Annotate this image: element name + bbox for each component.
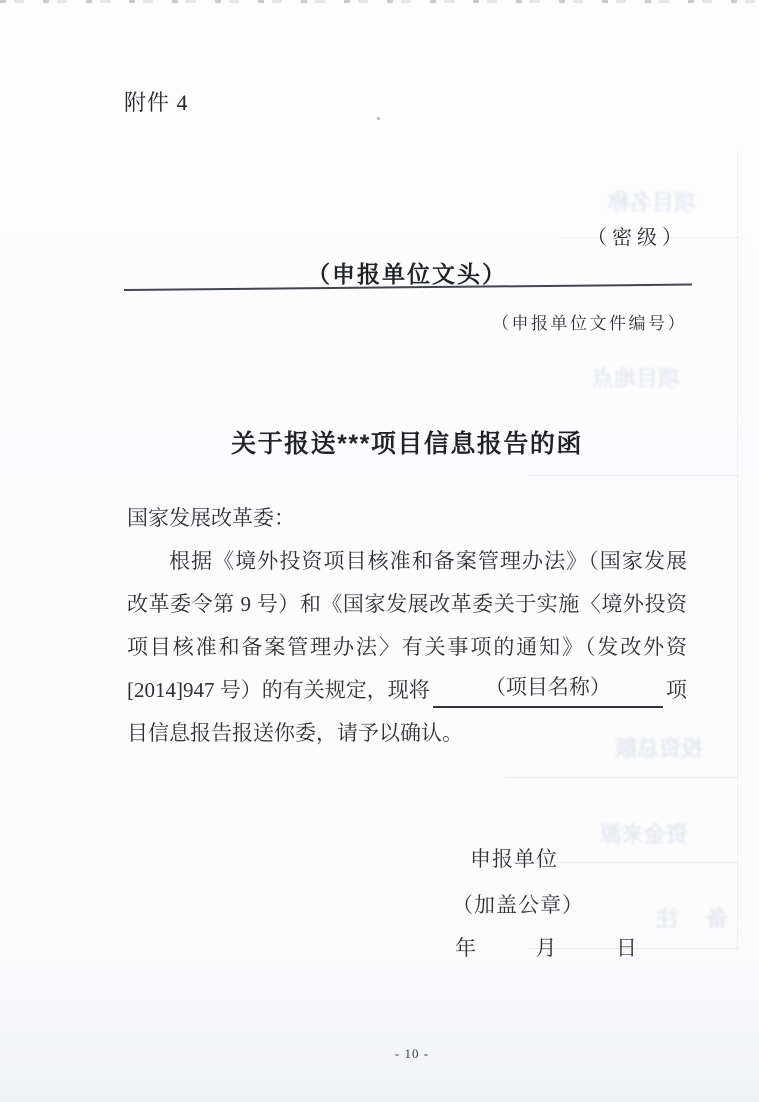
bleed-through-text: 项目名称 — [608, 190, 697, 215]
letterhead-placeholder: （申报单位文头） — [307, 261, 507, 287]
date-month-label: 月 — [535, 936, 557, 960]
signature-date — [455, 932, 637, 962]
page-number: - 10 - — [394, 1046, 430, 1061]
attachment-label: 附件 4 — [124, 90, 189, 115]
body-line-3: 项目核准和备案管理办法〉有关事项的通知》（发改外资 — [127, 635, 687, 659]
signature-unit: 申报单位 — [470, 847, 558, 871]
scan-speck — [377, 117, 380, 120]
bleed-through-text: 备注 — [628, 906, 729, 931]
body-line-4-prefix: [2014]947 号）的有关规定，现将 — [127, 678, 430, 702]
project-name-placeholder: （项目名称） — [484, 675, 611, 699]
date-day-label: 日 — [616, 936, 637, 960]
scan-artifact-top-edge — [0, 0, 759, 3]
bleed-through-grid-line — [530, 475, 740, 476]
date-year-label: 年 — [455, 936, 476, 960]
project-name-blank — [433, 669, 663, 708]
bleed-through-text: 投资总额 — [615, 736, 704, 761]
letter-body — [127, 497, 687, 755]
body-line-4 — [127, 669, 687, 712]
bleed-through-grid-line — [737, 150, 738, 950]
document-number-placeholder: （申报单位文件编号） — [492, 314, 687, 333]
bleed-through-text: 项目地点 — [592, 366, 681, 391]
salutation: 国家发展改革委： — [127, 506, 295, 530]
body-line-1: 根据《境外投资项目核准和备案管理办法》（国家发展 — [169, 549, 687, 573]
classification-level: （密级） — [587, 227, 687, 249]
bleed-through-text: 资金来源 — [600, 822, 689, 847]
bleed-through-grid-line — [505, 777, 740, 778]
document-title: 关于报送***项目信息报告的函 — [231, 430, 583, 458]
signature-seal-note: （加盖公章） — [452, 893, 584, 917]
body-line-2: 改革委令第 9 号）和《国家发展改革委关于实施〈境外投资 — [127, 592, 687, 616]
body-line-4-suffix: 项 — [666, 678, 687, 702]
body-line-5: 目信息报告报送你委，请予以确认。 — [127, 721, 463, 745]
